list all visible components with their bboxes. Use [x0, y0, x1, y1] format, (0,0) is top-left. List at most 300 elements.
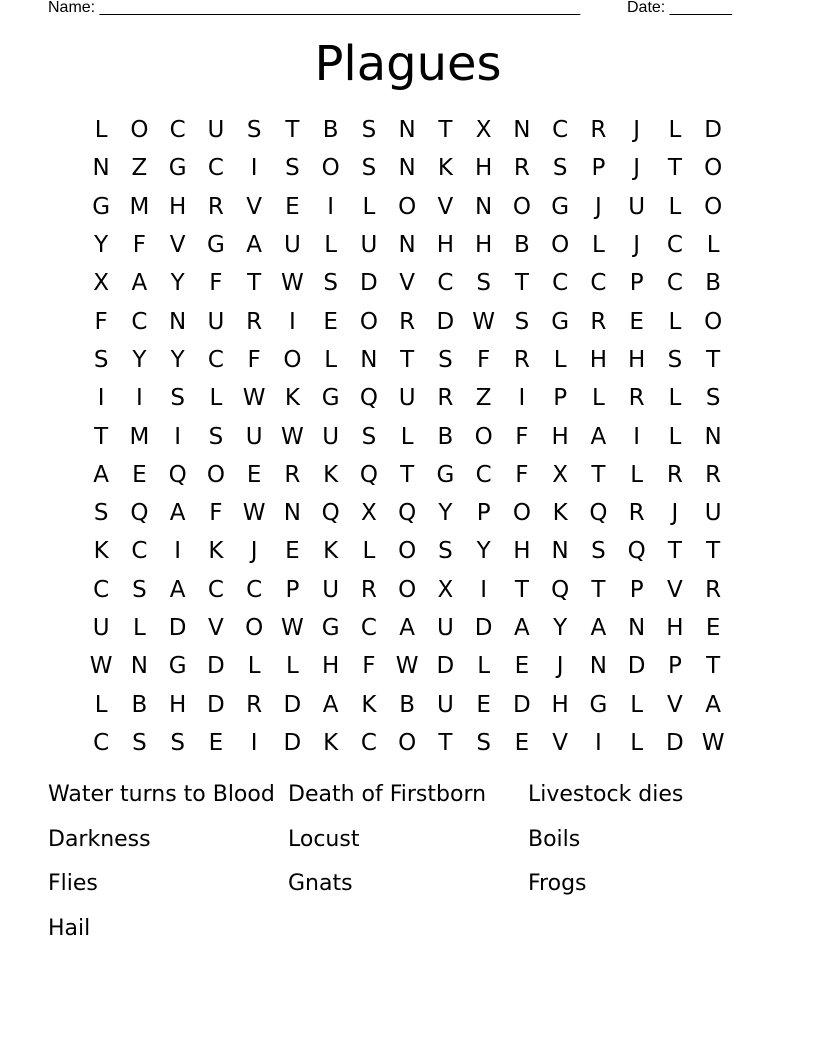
grid-letter: A: [131, 270, 148, 297]
grid-letter: D: [207, 691, 225, 718]
grid-letter: L: [591, 232, 605, 259]
grid-letter: B: [399, 691, 416, 718]
grid-letter: I: [174, 423, 182, 450]
grid-row: [82, 264, 732, 302]
grid-letter: R: [207, 193, 224, 220]
grid-letter: L: [94, 117, 108, 144]
grid-letter: N: [589, 653, 607, 680]
grid-letter: P: [667, 653, 682, 680]
grid-letter: E: [132, 461, 147, 488]
grid-letter: L: [362, 538, 376, 565]
grid-letter: J: [633, 117, 641, 144]
grid-letter: K: [284, 385, 300, 412]
grid-letter: L: [477, 653, 491, 680]
grid-letter: L: [209, 385, 223, 412]
grid-letter: F: [477, 346, 491, 373]
grid-letter: B: [513, 232, 530, 259]
worksheet-header: [48, 0, 748, 20]
grid-letter: I: [594, 729, 602, 756]
grid-letter: B: [131, 691, 148, 718]
grid-letter: O: [398, 193, 417, 220]
grid-letter: W: [281, 270, 304, 297]
word-list: [48, 776, 768, 955]
grid-letter: T: [247, 270, 262, 297]
grid-letter: U: [436, 615, 454, 641]
grid-letter: C: [590, 270, 607, 297]
word-list-item: Gnats: [288, 871, 353, 897]
grid-letter: N: [475, 193, 493, 220]
grid-letter: Q: [627, 538, 646, 565]
grid-letter: C: [666, 232, 683, 259]
grid-row: [82, 494, 732, 532]
grid-letter: H: [666, 615, 684, 641]
grid-letter: E: [705, 615, 721, 641]
grid-letter: U: [283, 232, 301, 259]
grid-letter: I: [250, 729, 258, 756]
grid-letter: T: [400, 346, 415, 373]
page-title: Plagues: [314, 36, 502, 92]
grid-letter: L: [324, 232, 338, 259]
word-list-item: Water turns to Blood: [48, 782, 275, 807]
grid-letter: O: [321, 155, 340, 182]
grid-letter: Q: [398, 500, 417, 527]
grid-letter: K: [208, 538, 224, 565]
grid-letter: S: [361, 117, 377, 144]
grid-letter: Y: [476, 538, 491, 565]
grid-letter: L: [706, 232, 720, 259]
grid-letter: J: [633, 232, 641, 259]
grid-letter: C: [552, 270, 569, 297]
grid-letter: R: [705, 576, 722, 603]
grid-letter: L: [400, 423, 414, 450]
grid-row: [82, 685, 732, 723]
grid-letter: W: [89, 653, 113, 680]
grid-letter: A: [169, 500, 186, 527]
grid-letter: U: [704, 500, 722, 527]
grid-letter: P: [591, 155, 606, 182]
grid-letter: A: [705, 691, 721, 718]
grid-letter: A: [322, 691, 339, 718]
grid-letter: J: [633, 155, 641, 182]
grid-letter: O: [283, 346, 302, 373]
grid-letter: C: [93, 576, 110, 603]
grid-letter: M: [129, 423, 150, 450]
grid-letter: V: [169, 232, 186, 259]
grid-letter: D: [168, 615, 187, 641]
grid-letter: G: [551, 308, 570, 335]
grid-letter: I: [480, 576, 488, 603]
word-list-item: Hail: [48, 916, 91, 942]
grid-letter: U: [360, 232, 378, 259]
grid-letter: N: [360, 346, 378, 373]
grid-letter: D: [627, 653, 646, 680]
grid-letter: V: [667, 691, 683, 718]
grid-letter: W: [281, 615, 304, 641]
grid-letter: T: [706, 653, 721, 680]
word-list-item: Flies: [48, 871, 98, 897]
grid-letter: Q: [359, 385, 378, 412]
grid-letter: W: [242, 500, 266, 527]
grid-letter: L: [94, 691, 108, 718]
grid-letter: C: [437, 270, 454, 297]
grid-letter: G: [206, 232, 225, 259]
grid-letter: L: [553, 346, 567, 373]
grid-letter: T: [514, 576, 529, 603]
grid-letter: L: [285, 653, 299, 680]
grid-letter: K: [323, 538, 339, 565]
word-list-item: Darkness: [48, 826, 151, 852]
grid-letter: Q: [359, 461, 378, 488]
grid-letter: D: [474, 615, 493, 641]
grid-letter: F: [515, 423, 529, 450]
grid-letter: E: [246, 461, 262, 488]
grid-letter: N: [551, 538, 569, 565]
grid-letter: F: [132, 232, 146, 259]
grid-letter: H: [627, 346, 646, 373]
grid-letter: R: [590, 308, 607, 335]
grid-letter: C: [169, 117, 186, 144]
grid-letter: W: [472, 308, 495, 335]
grid-letter: S: [591, 538, 606, 565]
grid-letter: R: [246, 308, 263, 335]
grid-letter: L: [668, 193, 682, 220]
grid-letter: H: [513, 538, 531, 565]
grid-letter: N: [704, 423, 722, 450]
grid-letter: H: [551, 423, 569, 450]
grid-letter: N: [398, 232, 416, 259]
grid-letter: H: [474, 232, 493, 259]
grid-letter: C: [360, 615, 377, 641]
grid-letter: S: [667, 346, 683, 373]
grid-row: [82, 302, 732, 340]
grid-letter: Y: [132, 346, 147, 373]
grid-letter: H: [436, 232, 455, 259]
grid-letter: K: [93, 538, 109, 565]
grid-letter: V: [399, 270, 415, 297]
grid-letter: Y: [170, 270, 185, 297]
grid-letter: U: [436, 691, 454, 718]
grid-letter: S: [514, 308, 530, 335]
grid-letter: G: [92, 193, 111, 220]
grid-letter: N: [398, 155, 416, 182]
name-field: Name: ______________________________________________________: [48, 0, 581, 16]
grid-letter: Y: [94, 232, 109, 259]
grid-letter: A: [93, 461, 109, 488]
grid-letter: P: [476, 500, 491, 527]
grid-row: [82, 149, 732, 187]
grid-letter: S: [323, 270, 338, 297]
grid-letter: X: [437, 576, 454, 603]
grid-letter: O: [398, 538, 417, 565]
grid-letter: A: [246, 232, 262, 259]
grid-letter: C: [360, 729, 377, 756]
grid-letter: K: [437, 155, 453, 182]
grid-letter: O: [704, 155, 723, 182]
grid-letter: H: [321, 653, 340, 680]
grid-letter: P: [285, 576, 300, 603]
grid-row: [82, 456, 732, 494]
grid-letter: V: [208, 615, 224, 641]
grid-letter: S: [476, 729, 491, 756]
grid-letter: N: [628, 615, 646, 641]
grid-letter: S: [285, 155, 300, 182]
grid-letter: A: [399, 615, 415, 641]
grid-letter: G: [321, 385, 340, 412]
grid-letter: P: [553, 385, 568, 412]
date-field: Date: _______: [627, 0, 732, 16]
grid-letter: T: [667, 155, 682, 182]
grid-letter: S: [93, 500, 109, 527]
grid-letter: T: [438, 117, 453, 144]
grid-letter: I: [97, 385, 105, 412]
word-list-item: Livestock dies: [528, 782, 684, 807]
grid-letter: O: [512, 193, 531, 220]
grid-letter: L: [362, 193, 376, 220]
grid-letter: F: [362, 653, 376, 680]
grid-letter: O: [359, 308, 378, 335]
grid-row: [82, 609, 732, 647]
grid-letter: U: [207, 308, 225, 335]
grid-letter: R: [628, 500, 645, 527]
grid-letter: X: [93, 270, 109, 297]
grid-letter: N: [130, 653, 148, 680]
grid-letter: L: [668, 385, 682, 412]
grid-letter: V: [246, 193, 262, 220]
grid-letter: U: [207, 117, 225, 144]
grid-letter: X: [475, 117, 492, 144]
grid-letter: D: [207, 653, 225, 680]
grid-letter: T: [285, 117, 300, 144]
grid-letter: D: [513, 691, 531, 718]
grid-letter: D: [666, 729, 684, 756]
grid-letter: H: [551, 691, 569, 718]
grid-letter: L: [132, 615, 146, 641]
grid-letter: T: [706, 346, 721, 373]
grid-letter: L: [324, 346, 338, 373]
grid-letter: S: [476, 270, 491, 297]
grid-letter: J: [250, 538, 258, 565]
grid-letter: O: [704, 308, 723, 335]
grid-letter: W: [395, 653, 419, 680]
grid-letter: S: [132, 576, 147, 603]
grid-letter: L: [630, 729, 644, 756]
grid-letter: J: [556, 653, 564, 680]
grid-letter: L: [668, 117, 682, 144]
grid-letter: J: [594, 193, 602, 220]
grid-letter: G: [321, 615, 340, 641]
grid-letter: Z: [131, 155, 148, 182]
grid-letter: D: [436, 308, 455, 335]
grid-letter: R: [705, 461, 722, 488]
grid-letter: R: [360, 576, 377, 603]
grid-letter: G: [436, 461, 455, 488]
grid-letter: C: [207, 155, 224, 182]
grid-row: [82, 571, 732, 609]
grid-letter: T: [438, 729, 453, 756]
grid-letter: U: [398, 385, 416, 412]
word-list-item: Death of Firstborn: [288, 782, 487, 807]
grid-letter: Y: [438, 500, 453, 527]
grid-letter: R: [399, 308, 416, 335]
grid-letter: L: [591, 385, 605, 412]
grid-letter: T: [94, 423, 109, 450]
grid-letter: B: [437, 423, 454, 450]
grid-letter: S: [552, 155, 568, 182]
grid-letter: S: [170, 729, 185, 756]
grid-letter: E: [476, 691, 491, 718]
grid-letter: I: [327, 193, 335, 220]
grid-letter: S: [361, 423, 377, 450]
grid-letter: E: [285, 538, 300, 565]
grid-letter: Q: [321, 500, 340, 527]
grid-letter: G: [551, 193, 570, 220]
grid-row: [82, 226, 732, 264]
grid-letter: D: [436, 653, 455, 680]
grid-letter: T: [591, 576, 606, 603]
grid-letter: K: [323, 461, 339, 488]
grid-letter: N: [283, 500, 301, 527]
grid-letter: H: [589, 346, 608, 373]
grid-letter: O: [551, 232, 570, 259]
grid-letter: O: [130, 117, 149, 144]
grid-letter: R: [246, 691, 263, 718]
grid-letter: C: [475, 461, 492, 488]
grid-letter: I: [633, 423, 641, 450]
word-list-item: Boils: [528, 826, 581, 852]
grid-letter: U: [245, 423, 263, 450]
grid-letter: R: [437, 385, 454, 412]
grid-letter: H: [168, 193, 187, 220]
grid-letter: U: [322, 576, 340, 603]
grid-row: [82, 111, 732, 149]
grid-letter: C: [93, 729, 110, 756]
grid-letter: C: [131, 538, 148, 565]
grid-letter: Q: [130, 500, 149, 527]
grid-letter: R: [628, 385, 645, 412]
grid-letter: W: [701, 729, 725, 756]
grid-letter: A: [514, 615, 530, 641]
grid-letter: P: [629, 576, 644, 603]
grid-letter: I: [518, 385, 526, 412]
grid-letter: O: [704, 193, 723, 220]
grid-letter: E: [629, 308, 644, 335]
grid-letter: K: [361, 691, 377, 718]
grid-letter: L: [630, 461, 644, 488]
grid-letter: L: [668, 308, 682, 335]
grid-letter: G: [589, 691, 608, 718]
grid-row: [82, 341, 732, 379]
grid-letter: W: [242, 385, 266, 412]
grid-letter: S: [208, 423, 224, 450]
word-list-item: Frogs: [528, 871, 587, 897]
grid-letter: G: [168, 155, 187, 182]
grid-letter: F: [209, 270, 223, 297]
grid-letter: R: [284, 461, 301, 488]
grid-letter: J: [671, 500, 679, 527]
grid-letter: R: [513, 346, 530, 373]
grid-letter: N: [398, 117, 416, 144]
grid-letter: E: [208, 729, 224, 756]
grid-letter: I: [288, 308, 296, 335]
grid-letter: S: [93, 346, 109, 373]
grid-letter: O: [206, 461, 225, 488]
grid-letter: E: [285, 193, 300, 220]
grid-letter: G: [168, 653, 187, 680]
grid-letter: C: [552, 117, 569, 144]
grid-letter: D: [283, 691, 302, 718]
grid-letter: A: [590, 423, 607, 450]
grid-letter: R: [513, 155, 530, 182]
grid-letter: Q: [168, 461, 187, 488]
grid-letter: E: [514, 653, 530, 680]
grid-letter: C: [666, 270, 683, 297]
grid-letter: I: [250, 155, 258, 182]
grid-letter: O: [474, 423, 493, 450]
grid-letter: U: [628, 193, 646, 220]
grid-letter: C: [207, 576, 224, 603]
grid-letter: S: [170, 385, 185, 412]
grid-letter: Q: [551, 576, 570, 603]
grid-letter: S: [438, 346, 453, 373]
grid-letter: C: [207, 346, 224, 373]
grid-letter: L: [630, 691, 644, 718]
grid-row: [82, 379, 732, 417]
grid-letter: L: [668, 423, 682, 450]
grid-letter: I: [174, 538, 182, 565]
grid-letter: T: [667, 538, 682, 565]
grid-letter: N: [513, 117, 531, 144]
grid-letter: L: [247, 653, 261, 680]
grid-letter: F: [247, 346, 261, 373]
grid-letter: N: [169, 308, 187, 335]
grid-letter: A: [590, 615, 607, 641]
grid-letter: Y: [170, 346, 185, 373]
grid-row: [82, 417, 732, 455]
grid-letter: T: [706, 538, 721, 565]
grid-letter: R: [666, 461, 683, 488]
grid-letter: E: [323, 308, 338, 335]
grid-letter: P: [629, 270, 644, 297]
grid-letter: X: [552, 461, 568, 488]
grid-letter: S: [705, 385, 721, 412]
grid-letter: O: [512, 500, 531, 527]
grid-row: [82, 724, 732, 762]
grid-letter: Z: [475, 385, 492, 412]
grid-letter: B: [322, 117, 339, 144]
grid-letter: V: [552, 729, 568, 756]
word-list-item: Locust: [288, 826, 360, 852]
grid-letter: F: [94, 308, 108, 335]
grid-row: [82, 532, 732, 570]
grid-letter: U: [322, 423, 340, 450]
letter-grid: [82, 111, 732, 762]
grid-letter: D: [283, 729, 302, 756]
grid-letter: W: [281, 423, 304, 450]
grid-letter: K: [323, 729, 339, 756]
grid-letter: A: [169, 576, 186, 603]
grid-letter: R: [590, 117, 607, 144]
grid-letter: Q: [589, 500, 608, 527]
grid-letter: T: [514, 270, 529, 297]
grid-row: [82, 188, 732, 226]
grid-letter: O: [398, 576, 417, 603]
grid-letter: D: [360, 270, 378, 297]
grid-letter: Y: [553, 615, 568, 641]
grid-letter: B: [705, 270, 722, 297]
grid-letter: X: [360, 500, 377, 527]
grid-letter: O: [245, 615, 264, 641]
grid-letter: S: [132, 729, 147, 756]
